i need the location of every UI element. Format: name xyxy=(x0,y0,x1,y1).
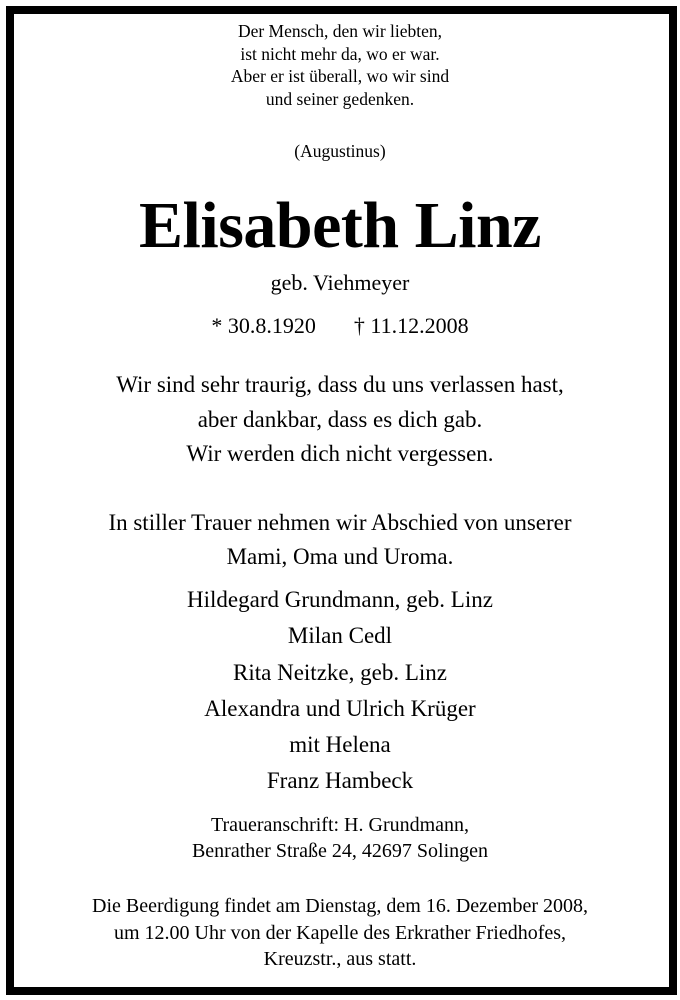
life-dates xyxy=(0,313,680,339)
birth-name: geb. Viehmeyer xyxy=(270,270,410,295)
quote-line: aber dankbar, dass es dich gab. xyxy=(197,406,483,432)
family-member: Alexandra und Ulrich Krüger xyxy=(204,695,476,721)
birth-date: * 30.8.1920 xyxy=(211,313,316,338)
quote-line: Wir sind sehr traurig, dass du uns verlassen hast, xyxy=(116,372,564,397)
motto-quote xyxy=(0,20,680,110)
farewell-quote xyxy=(0,368,680,472)
motto-line: Der Mensch, den wir liebten, xyxy=(237,21,443,41)
funeral-line: Die Beerdigung findet am Dienstag, dem 16. Dezember 2008, xyxy=(92,895,588,917)
quote-line: Wir werden dich nicht vergessen. xyxy=(186,441,494,466)
motto-line: ist nicht mehr da, wo er war. xyxy=(240,43,440,64)
funeral-line: Kreuzstr., aus statt. xyxy=(263,948,417,970)
mourning-line: In stiller Trauer nehmen wir Abschied von unserer xyxy=(108,510,572,535)
family-list xyxy=(0,582,680,800)
family-member: Hildegard Grundmann, geb. Linz xyxy=(187,587,493,612)
mourning-statement xyxy=(0,506,680,573)
address-line: Traueranschrift: H. Grundmann, xyxy=(210,814,470,836)
funeral-line: um 12.00 Uhr von der Kapelle des Erkrather Friedhofes, xyxy=(113,921,567,944)
mourning-address xyxy=(0,812,680,864)
mourning-line: Mami, Oma und Uroma. xyxy=(226,543,454,569)
family-member: Franz Hambeck xyxy=(266,768,414,794)
funeral-details xyxy=(0,893,680,973)
family-member: Rita Neitzke, geb. Linz xyxy=(233,659,447,685)
family-member: mit Helena xyxy=(289,732,391,758)
death-date: † 11.12.2008 xyxy=(353,313,469,338)
deceased-name: Elisabeth Linz xyxy=(139,189,541,262)
motto-line: und seiner gedenken. xyxy=(265,88,415,109)
motto-author: (Augustinus) xyxy=(294,141,386,161)
address-line: Benrather Straße 24, 42697 Solingen xyxy=(191,840,489,862)
motto-line: Aber er ist überall, wo wir sind xyxy=(230,66,450,86)
family-member: Milan Cedl xyxy=(287,623,393,649)
